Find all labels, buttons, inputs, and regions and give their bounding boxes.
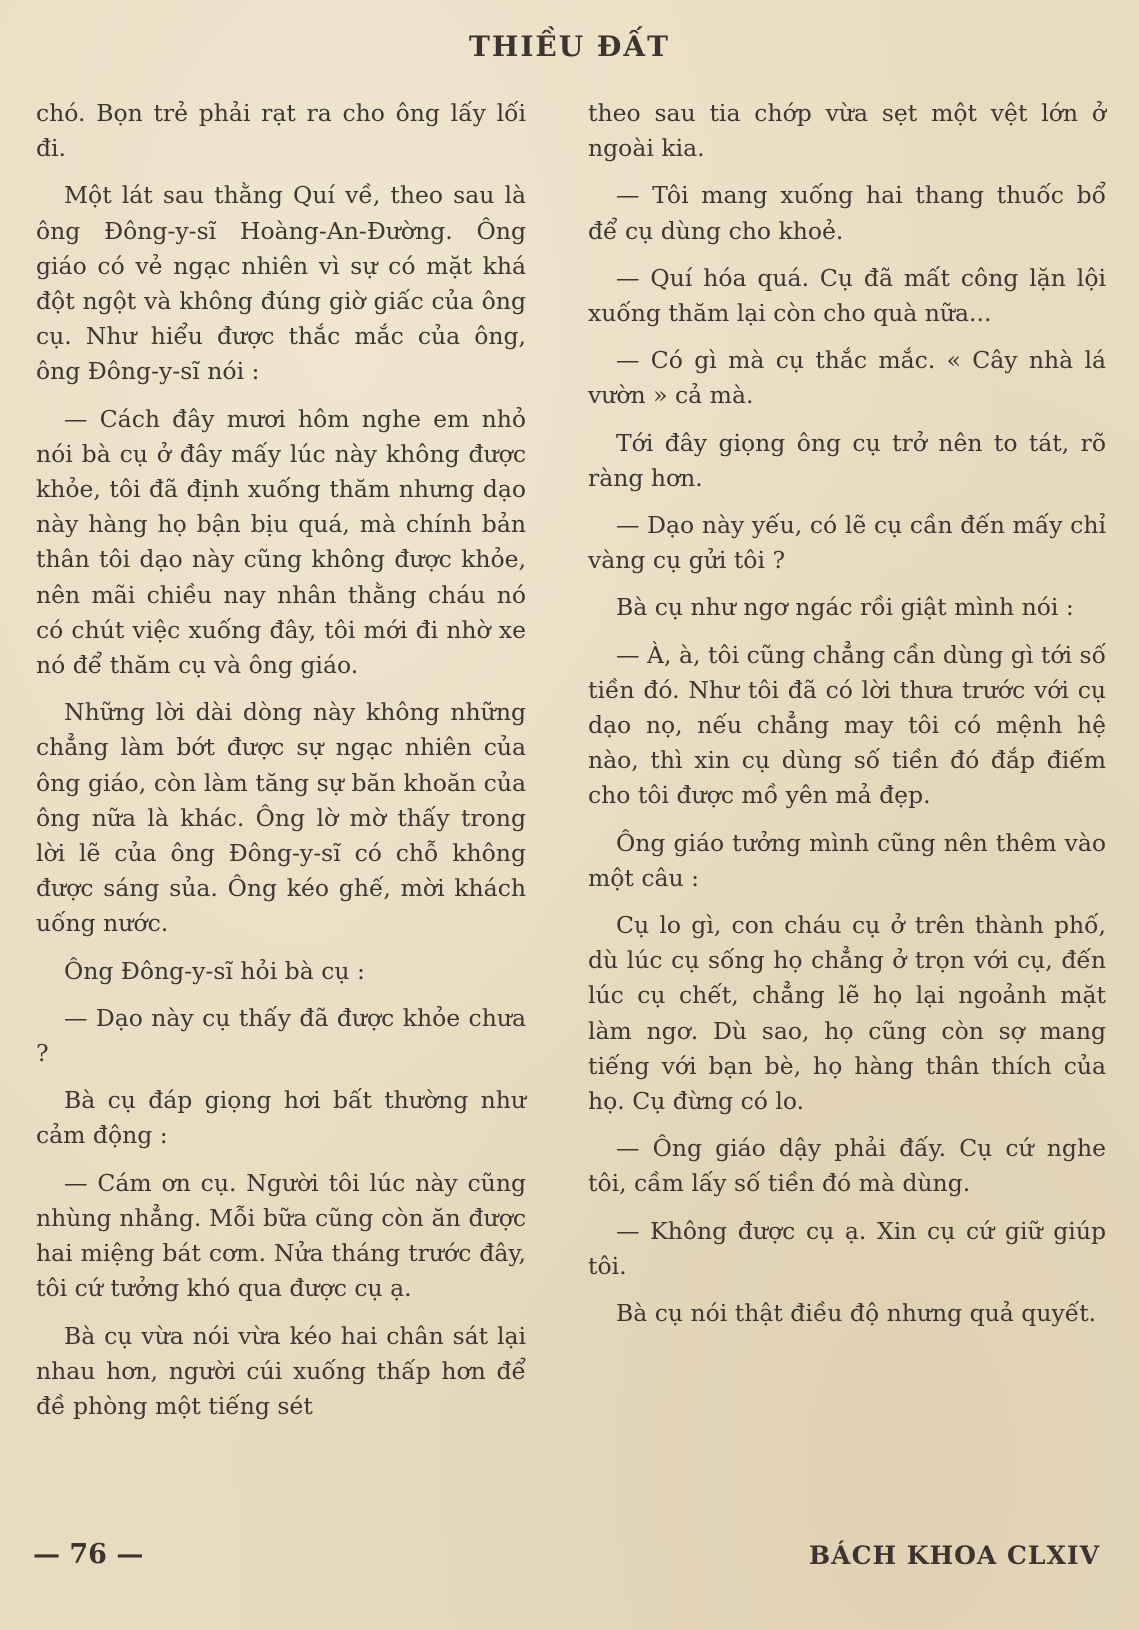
paragraph: — Dạo này cụ thấy đã được khỏe chưa ?	[36, 1003, 526, 1068]
paragraph: Bà cụ vừa nói vừa kéo hai chân sát lại nhau hơn, người cúi xuống thấp hơn để đề phòng một tiếng sét	[36, 1321, 526, 1420]
page-number: — 76 —	[33, 1539, 144, 1570]
paragraph: Những lời dài dòng này không những chẳng làm bớt được sự ngạc nhiên của ông giáo, còn làm tăng sự băn khoăn của ông nữa là khác. Ông lờ mờ thấy trong lời lẽ của ông Đông-y-sĩ có chỗ không được sáng sủa. Ông kéo ghế, mời khách uống nước.	[36, 698, 526, 938]
paragraph: Cụ lo gì, con cháu cụ ở trên thành phố, dù lúc cụ sống họ chẳng ở trọn với cụ, đến lúc cụ chết, chẳng lẽ họ lại ngoảnh mặt làm ngơ. Dù sao, họ cũng còn sợ mang tiếng với bạn bè, họ hàng thân thích của họ. Cụ đừng có lo.	[588, 911, 1106, 1116]
paragraph: — Tôi mang xuống hai thang thuốc bổ để cụ dùng cho khoẻ.	[588, 181, 1106, 245]
paragraph: Một lát sau thằng Quí về, theo sau là ông Đông-y-sĩ Hoàng-An-Đường. Ông giáo có vẻ ngạc nhiên vì sự có mặt khá đột ngột và không đúng giờ giấc của ông cụ. Như hiểu được thắc mắc của ông, ông Đông-y-sĩ nói :	[36, 181, 526, 386]
paragraph: — Không được cụ ạ. Xin cụ cứ giữ giúp tôi.	[588, 1216, 1106, 1280]
paragraph: theo sau tia chớp vừa sẹt một vệt lớn ở ngoài kia.	[588, 99, 1106, 163]
paragraph: — Có gì mà cụ thắc mắc. « Cây nhà lá vườn » cả mà.	[588, 346, 1106, 410]
paragraph: Bà cụ đáp giọng hơi bất thường như cảm động :	[36, 1086, 526, 1150]
paragraph: — À, à, tôi cũng chẳng cần dùng gì tới số tiền đó. Như tôi đã có lời thưa trước với cụ dạo nọ, nếu chẳng may tôi có mệnh hệ nào, thì xin cụ dùng số tiền đó đắp điếm cho tôi được mồ yên mả đẹp.	[588, 640, 1106, 810]
paragraph: Tới đây giọng ông cụ trở nên to tát, rõ ràng hơn.	[588, 428, 1106, 492]
right-column	[588, 96, 1106, 1343]
running-title: THIỀU ĐẤT	[469, 30, 670, 63]
paragraph: Ông Đông-y-sĩ hỏi bà cụ :	[64, 956, 365, 985]
paragraph: — Quí hóa quá. Cụ đã mất công lặn lội xuống thăm lại còn cho quà nữa...	[588, 263, 1106, 328]
paragraph: Ông giáo tưởng mình cũng nên thêm vào một câu :	[588, 828, 1106, 892]
publication-name: BÁCH KHOA CLXIV	[809, 1541, 1100, 1570]
paragraph: — Ông giáo dậy phải đấy. Cụ cứ nghe tôi, cầm lấy số tiền đó mà dùng.	[588, 1134, 1106, 1198]
paragraph: Bà cụ nói thật điều độ nhưng quả quyết.	[616, 1299, 1097, 1328]
paragraph: Bà cụ như ngơ ngác rồi giật mình nói :	[616, 593, 1074, 622]
paragraph: — Cách đây mươi hôm nghe em nhỏ nói bà cụ ở đây mấy lúc này không được khỏe, tôi đã định xuống thăm nhưng dạo này hàng họ bận bịu quá, mà chính bản thân tôi dạo này cũng không được khỏe, nên mãi chiều nay nhân thằng cháu nó có chút việc xuống đây, tôi mới đi nhờ xe nó để thăm cụ và ông giáo.	[36, 404, 526, 680]
paragraph: — Cám ơn cụ. Người tôi lúc này cũng nhùng nhẳng. Mỗi bữa cũng còn ăn được hai miệng bát cơm. Nửa tháng trước đây, tôi cứ tưởng khó qua được cụ ạ.	[36, 1168, 526, 1303]
paragraph: chó. Bọn trẻ phải rạt ra cho ông lấy lối đi.	[36, 99, 526, 163]
paragraph: — Dạo này yếu, có lẽ cụ cần đến mấy chỉ vàng cụ gửi tôi ?	[588, 511, 1106, 575]
left-column	[36, 96, 526, 1436]
